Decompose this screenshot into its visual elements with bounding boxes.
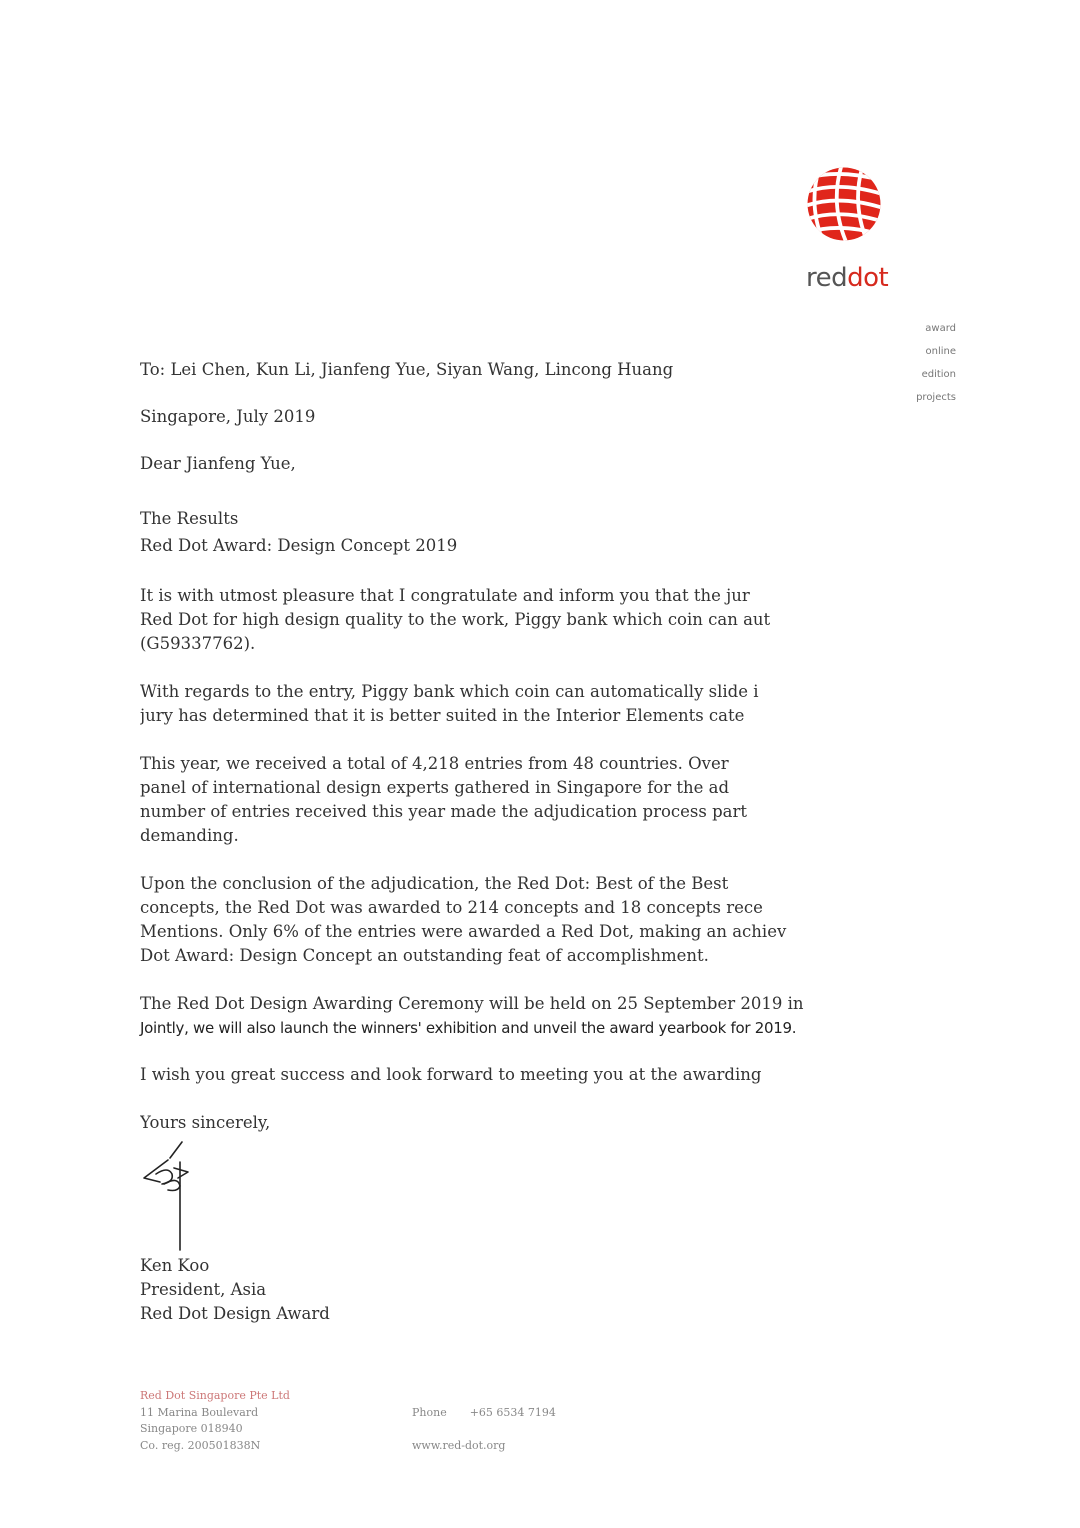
p1-line: It is with utmost pleasure that I congratulate and inform you that the jur [140,586,750,605]
footer-website-link[interactable]: www.red-dot.org [412,1438,506,1452]
p5-line-1: The Red Dot Design Awarding Ceremony will be held on 25 September 2019 in [140,994,804,1013]
footer-address-1: 11 Marina Boulevard [140,1405,259,1419]
red-dot-logo [806,166,882,242]
p1-line: Red Dot for high design quality to the work, Piggy bank which coin can aut [140,610,771,629]
paragraph-4 [140,872,808,968]
footer-reg: Co. reg. 200501838N [140,1438,261,1452]
p3-line: number of entries received this year made the adjudication process part [140,802,748,821]
recipients-line: To: Lei Chen, Kun Li, Jianfeng Yue, Siyan Wang, Lincong Huang [140,360,674,379]
letterhead-footer [140,1388,640,1454]
p3-line: This year, we received a total of 4,218 entries from 48 countries. Over [140,754,729,773]
p4-line: Mentions. Only 6% of the entries were awarded a Red Dot, making an achiev [140,922,787,941]
menu-item-projects: projects [916,392,956,403]
signatory-title: President, Asia [140,1280,267,1299]
paragraph-2 [140,680,808,728]
menu-item-award: award [925,323,956,334]
footer-contact [412,1388,556,1454]
paragraph-1 [140,584,808,656]
p1-line: (G59337762). [140,634,256,653]
p2-line: With regards to the entry, Piggy bank which coin can automatically slide i [140,682,759,701]
footer-company: Red Dot Singapore Pte Ltd [140,1389,290,1402]
p5-line-2: Jointly, we will also launch the winners' exhibition and unveil the award yearbook for 2019. [140,1019,797,1037]
footer-address-2: Singapore 018940 [140,1422,243,1435]
handwritten-signature [138,1138,198,1256]
signatory-block [140,1254,330,1326]
side-menu [916,322,956,414]
paragraph-3 [140,752,808,848]
paragraph-6: I wish you great success and look forward to meeting you at the awarding [140,1065,762,1084]
letter-body [140,358,808,1135]
closing: Yours sincerely, [140,1113,271,1132]
wordmark-dot: dot [847,263,889,293]
p2-line: jury has determined that it is better suited in the Interior Elements cate [140,706,745,725]
p4-line: Upon the conclusion of the adjudication, the Red Dot: Best of the Best [140,874,729,893]
salutation: Dear Jianfeng Yue, [140,454,296,473]
signatory-name: Ken Koo [140,1256,210,1275]
p3-line: panel of international design experts gathered in Singapore for the ad [140,778,730,797]
footer-phone-label: Phone [412,1405,447,1419]
footer-phone: +65 6534 7194 [469,1405,556,1419]
wordmark-red: red [806,263,848,293]
menu-item-edition: edition [921,369,956,380]
place-date: Singapore, July 2019 [140,407,316,426]
subject-line-1: The Results [140,509,239,528]
p4-line: Dot Award: Design Concept an outstanding feat of accomplishment. [140,946,709,965]
menu-item-online: online [925,346,956,357]
signatory-org: Red Dot Design Award [140,1304,330,1323]
brand-wordmark [806,263,888,293]
p3-line: demanding. [140,826,239,845]
paragraph-5 [140,992,808,1040]
subject-line-2: Red Dot Award: Design Concept 2019 [140,536,458,555]
p4-line: concepts, the Red Dot was awarded to 214 concepts and 18 concepts rece [140,898,763,917]
